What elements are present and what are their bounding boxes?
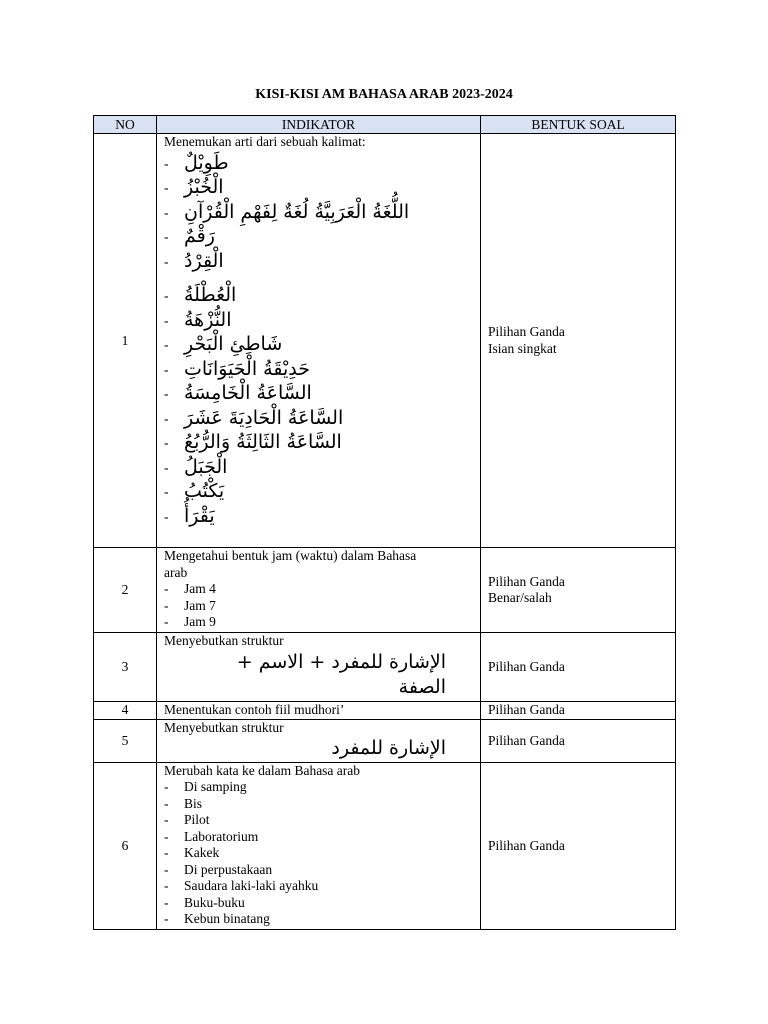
list-item: - Jam 7 [164,597,216,613]
bentuk-soal-cell [481,548,676,633]
list-item-text: Kakek [184,845,220,860]
list-item: - Kebun binatang [164,911,270,926]
row-number: 2 [94,548,157,633]
indikator-cell [157,762,481,929]
list-item-text: Jam 7 [184,597,216,613]
table-row [94,548,676,633]
arabic-structure: الإشارة للمفرد + الاسم + [236,650,446,673]
list-item: - Jam 9 [164,614,216,629]
list-item: - Pilot [164,812,210,827]
table-row [94,719,676,762]
indikator-cell [157,702,481,720]
arabic-phrase: الْخُبْزُ [184,176,224,198]
list-item: - الْخُبْزُ [164,176,224,198]
list-item: - Bis [164,795,203,811]
list-item-text: Jam 4 [184,581,216,596]
table-row [94,134,676,548]
table-header-row [94,116,676,134]
bentuk-soal-cell: Pilihan Ganda [481,719,676,762]
arabic-phrase: شَاطِئِ الْبَحْرِ [184,333,283,355]
indikator-cell [157,134,481,548]
row-number: 3 [94,633,157,702]
indikator-text: Menentukan contoh fiil mudhori’ [164,702,345,717]
list-item-text: Pilot [184,812,210,827]
list-item: - Kakek [164,845,220,860]
arabic-phrase: السَّاعَةُ الثَالِثَةُ وَالرُّبُعُ [184,431,342,453]
arabic-phrase: يَكْتُبُ [184,480,225,502]
indikator-cell [157,633,481,702]
list-item-text: Buku-buku [184,894,245,910]
list-item-text: Di samping [184,779,247,794]
list-item: - النُّزْهَةُ [164,308,232,331]
arabic-phrase: رَقْمٌ [184,225,215,247]
list-item: - يَقْرَأُ [164,504,215,527]
arabic-phrase: السَّاعَةُ الْخَامِسَةُ [184,382,312,404]
list-item: - طَوِيْلٌ [164,151,229,174]
arabic-phrase: يَقْرَأُ [184,504,215,527]
bentuk-soal-cell: Pilihan Ganda [481,702,676,720]
indikator-text: arab [164,564,188,580]
list-item: - شَاطِئِ الْبَحْرِ [164,333,283,355]
list-item: - حَدِيْقَةُ الْحَيَوَانَاتِ [164,357,310,380]
list-item-text: Laboratorium [184,828,259,844]
kisi-kisi-table [93,115,676,930]
list-item-text: Bis [184,795,203,811]
table-row [94,702,676,720]
table-row [94,762,676,929]
arabic-phrase: النُّزْهَةُ [184,308,232,331]
list-item: - Saudara laki-laki ayahku [164,878,319,893]
indikator-text: Mengetahui bentuk jam (waktu) dalam Bahasa [164,548,417,563]
list-item: - يَكْتُبُ [164,480,225,502]
bentuk-soal-cell [481,134,676,548]
list-item: - السَّاعَةُ الْخَامِسَةُ [164,382,312,404]
list-item: - السَّاعَةُ الْحَادِيَةَ عَشَرَ [164,406,344,429]
header-bentuk-soal: BENTUK SOAL [481,116,676,134]
indikator-cell [157,719,481,762]
arabic-phrase: الْقِرْدُ [184,249,224,272]
list-item: - رَقْمٌ [164,225,215,247]
arabic-phrase: اللُّغَةُ الْعَرَبِيَّةُ لُغَةٌ لِفَهْمِ الْقُرْآنِ [184,200,410,223]
indikator-text: Menemukan arti dari sebuah kalimat: [164,134,366,149]
document-title: KISI-KISI AM BAHASA ARAB 2023-2024 [255,87,513,102]
bentuk-soal-text: Isian singkat [488,340,557,356]
bentuk-soal-text: Benar/salah [488,590,552,605]
list-item: - الْقِرْدُ [164,249,224,272]
indikator-text: Merubah kata ke dalam Bahasa arab [164,762,361,778]
arabic-phrase: السَّاعَةُ الْحَادِيَةَ عَشَرَ [184,406,344,429]
list-item: - Jam 4 [164,581,216,596]
row-number: 1 [94,134,157,548]
list-item-text: Kebun binatang [184,911,270,926]
arabic-structure: الإشارة للمفرد [331,737,446,759]
arabic-phrase: طَوِيْلٌ [184,151,229,174]
arabic-phrase: الْجَبَلُ [184,455,228,478]
arabic-phrase: حَدِيْقَةُ الْحَيَوَانَاتِ [184,357,310,380]
list-item: - Buku-buku [164,894,245,910]
list-item: - Laboratorium [164,828,259,844]
header-indikator: INDIKATOR [157,116,481,134]
row-number: 4 [94,702,157,720]
row-number: 6 [94,762,157,929]
indikator-cell [157,548,481,633]
arabic-structure: الصفة [398,675,446,698]
indikator-text: Menyebutkan struktur [164,633,284,648]
list-item: - Di samping [164,779,247,794]
indikator-text: Menyebutkan struktur [164,719,284,735]
bentuk-soal-cell: Pilihan Ganda [481,633,676,702]
list-item: - السَّاعَةُ الثَالِثَةُ وَالرُّبُعُ [164,431,342,453]
list-item: - Di perpustakaan [164,861,273,877]
list-item-text: Di perpustakaan [184,861,273,877]
list-item: - اللُّغَةُ الْعَرَبِيَّةُ لُغَةٌ لِفَهْمِ الْقُرْآنِ [164,200,410,223]
list-item-text: Jam 9 [184,614,216,629]
bentuk-soal-cell: Pilihan Ganda [481,762,676,929]
arabic-phrase: الْعُطْلَةُ [184,284,237,306]
list-item: - الْجَبَلُ [164,455,228,478]
bentuk-soal-text: Pilihan Ganda [488,324,565,339]
header-no: NO [94,116,157,134]
table-row [94,633,676,702]
list-item-text: Saudara laki-laki ayahku [184,878,319,893]
list-item: - الْعُطْلَةُ [164,284,237,306]
bentuk-soal-text: Pilihan Ganda [488,573,565,589]
row-number: 5 [94,719,157,762]
